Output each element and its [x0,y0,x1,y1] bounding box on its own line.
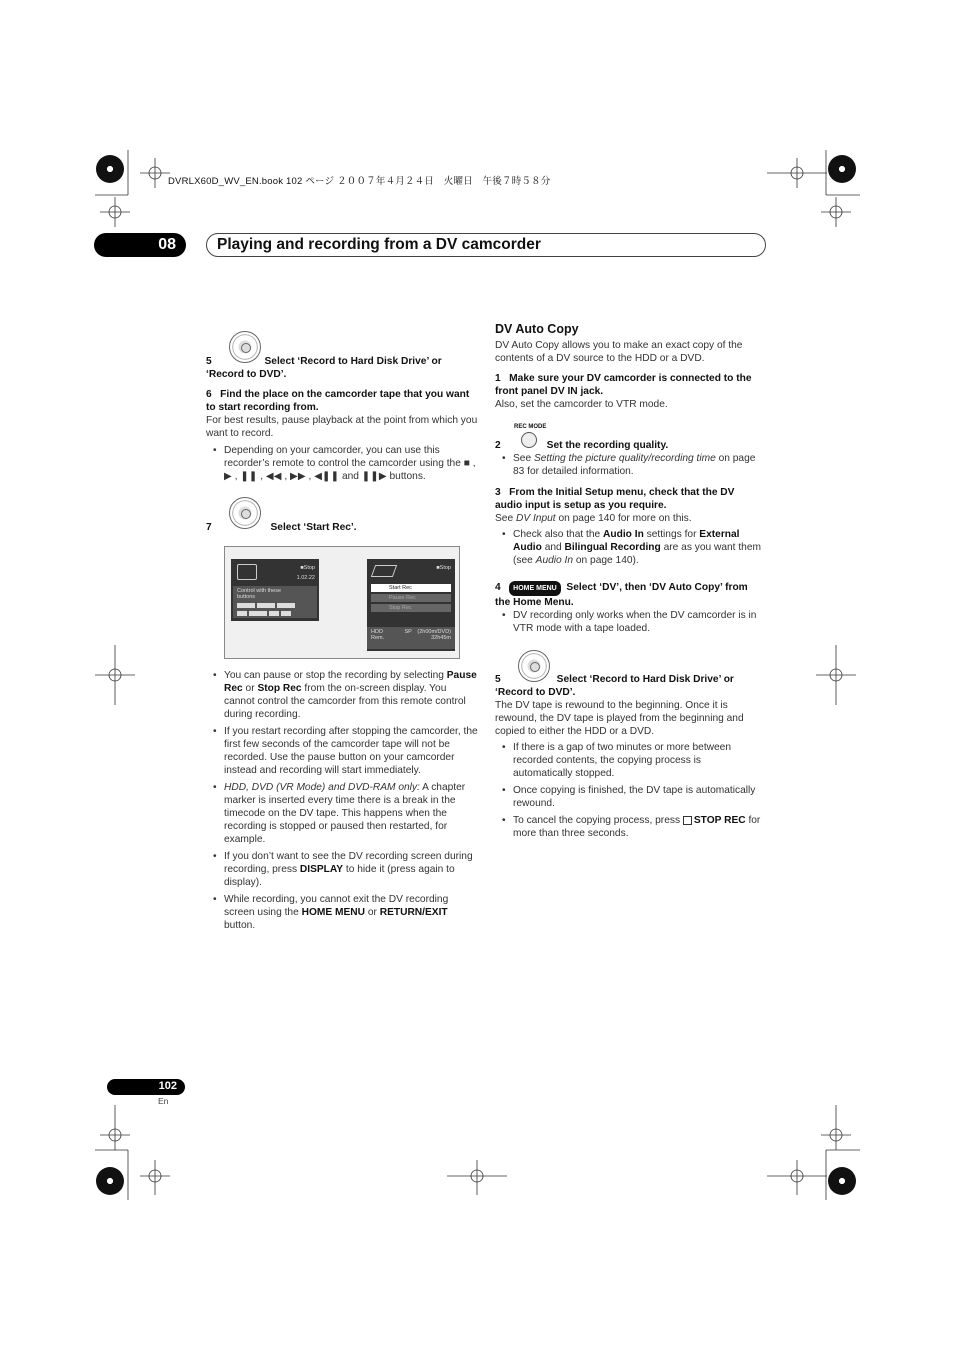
step4-bullet: • DV recording only works when the DV camcorder is in VTR mode with a tape loaded. [495,609,763,635]
step3-bullet: • Check also that the Audio In settings for External Audio and Bilingual Recording are as you want them (see Audio In on page 140). [495,528,763,567]
step2-bullet: • See Setting the picture quality/recording time on page 83 for detailed information. [495,452,763,478]
screen2-capacity: (2h00m/DVD) [417,629,451,635]
dv-screen-camcorder [231,559,319,621]
right-step1: 1 Make sure your DV camcorder is connected to the front panel DV IN jack. Also, set the camcorder to VTR mode. [495,372,763,411]
left-step6: 6 Find the place on the camcorder tape that you want to start recording from. For best results, pause playback at the point from which you want to record. • Depending on your camcorder, you can use this recorder’s remote to control the camcorder using the ■ , ▶ , ❚❚ , ◀◀ , ▶▶ , ◀❚❚ and ❚❚▶ buttons. [206,388,478,483]
bullet-display: • If you don’t want to see the DV recording screen during recording, press DISPLAY to hide it (press again to display). [206,850,478,889]
right-intro: DV Auto Copy allows you to make an exact copy of the contents of a DV source to the HDD or a DVD. [495,340,743,364]
print-header: DVRLX60D_WV_EN.book 102 ページ ２００７年４月２４日 火曜日 午後７時５８分 [168,176,551,187]
menu-start-rec[interactable]: Start Rec [371,584,451,592]
screen2-mode: SP [404,629,412,635]
chapter-number: 08 [94,233,186,257]
bullet-pause-stop: • You can pause or stop the recording by selecting Pause Rec or Stop Rec from the on-screen display. You cannot control the camcorder from this remote control during recording. [206,669,478,721]
right-step3: 3 From the Initial Setup menu, check that the DV audio input is setup as you require. See DV Input on page 140 for more on this. • Check also that the Audio In settings for External Audio and Bilingual Recording are as you want them (see Audio In on page 140). [495,486,763,567]
dv-recording-screens [224,546,460,659]
step5-bullet-finished: • Once copying is finished, the DV tape is automatically rewound. [495,784,763,810]
left-step5: 5 Select ‘Record to Hard Disk Drive’ or ‘Record to DVD’. [206,356,442,380]
screen2-remaining-label: Rem. [371,635,385,641]
bullet-exit: • While recording, you cannot exit the DV recording screen using the HOME MENU or RETURN/EXIT button. [206,893,478,932]
transport-buttons [236,603,314,616]
screen1-status: ■Stop [300,565,315,571]
section-heading: DV Auto Copy [495,322,579,336]
screen2-status: ■Stop [436,565,451,571]
step6-bullet: • Depending on your camcorder, you can use this recorder’s remote to control the camcorder using the ■ , ▶ , ❚❚ , ◀◀ , ▶▶ , ◀❚❚ and ❚❚▶ buttons. [206,444,478,483]
screen2-remaining: 32h45m [431,635,451,641]
page-number: 102 [107,1079,185,1095]
right-step2: 2 Set the recording quality. • See Setting the picture quality/recording time on page 83 for detailed information. [495,439,763,478]
right-step5: 5 Select ‘Record to Hard Disk Drive’ or ‘Record to DVD’. The DV tape is rewound to the beginning. Once it is rewound, the DV tape is played from the beginning and copied to either the HDD or a DVD. • If there is a gap of two minutes or more between recorded contents, the copying process is automatically stopped. • Once copying is finished, the DV tape is automatically rewound. • To cancel the copying process, press STOP REC for more than three seconds. [495,673,763,840]
screen1-hint: Control with these buttons [237,588,282,600]
camcorder-icon [237,564,257,580]
rec-mode-label: REC MODE [514,424,547,430]
chapter-title: Playing and recording from a DV camcorder [206,233,766,257]
step5-body: The DV tape is rewound to the beginning. Once it is rewound, the DV tape is played from the beginning and copied to either the HDD or a DVD. [495,700,744,737]
menu-pause-rec[interactable]: Pause Rec [371,594,451,602]
screen2-media: HDD [371,629,383,635]
step6-body: For best results, pause playback at the point from which you want to record. [206,415,478,439]
stop-rec-button-icon [683,816,692,825]
step1-body: Also, set the camcorder to VTR mode. [495,399,668,410]
bullet-restart: • If you restart recording after stopping the camcorder, the first few seconds of the camcorder tape will not be recorded. Use the pause button on your camcorder instead and recording will start immediately. [206,725,478,777]
home-menu-button-icon: HOME MENU [509,581,561,596]
menu-stop-rec[interactable]: Stop Rec [371,604,451,612]
step5-bullet-cancel: • To cancel the copying process, press STOP REC for more than three seconds. [495,814,763,840]
language-label: En [158,1096,169,1106]
disc-icon [371,565,397,577]
screen1-time: 1.02.22 [296,575,315,581]
left-step7: 7 Select ‘Start Rec’. [206,522,357,533]
step3-body: See DV Input on page 140 for more on this. [495,513,692,524]
step5-bullet-gap: • If there is a gap of two minutes or more between recorded contents, the copying process is automatically stopped. [495,741,763,780]
left-bullets [206,665,478,932]
bullet-chapter-marker: • HDD, DVD (VR Mode) and DVD-RAM only: A chapter marker is inserted every time there is a break in the timecode on the DV tape. This happens when the recording is stopped or paused then restarted, for example. [206,781,478,846]
right-step4: 4 HOME MENU Select ‘DV’, then ‘DV Auto Copy’ from the Home Menu. • DV recording only works when the DV camcorder is in VTR mode with a tape loaded. [495,581,763,635]
dv-screen-recorder [367,559,455,651]
